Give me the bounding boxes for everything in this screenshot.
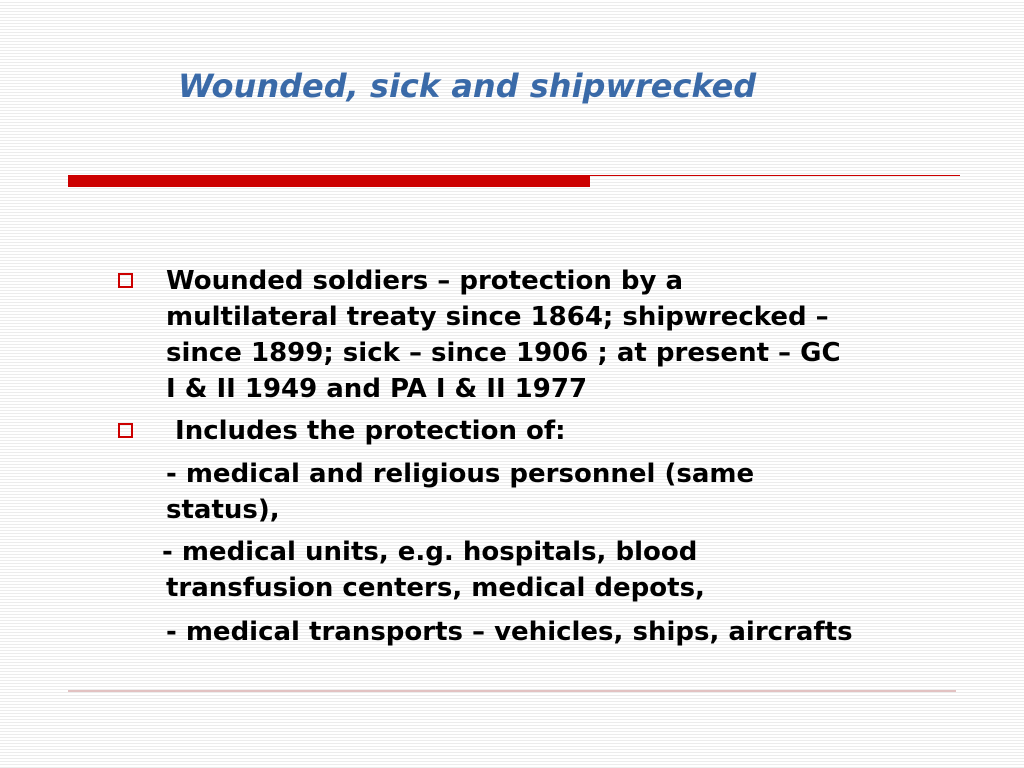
hollow-square-icon — [118, 423, 133, 438]
hollow-square-icon — [118, 273, 133, 288]
footer-divider — [68, 690, 956, 692]
sub-item-line: - medical and religious personnel (same — [166, 459, 755, 489]
sub-item-line: status), — [166, 495, 280, 525]
sub-item-line: - medical units, e.g. hospitals, blood — [162, 537, 698, 567]
bullet-line: multilateral treaty since 1864; shipwrecked – — [166, 302, 829, 332]
bullet-line: I & II 1949 and PA I & II 1977 — [166, 374, 588, 404]
bullet-line: Wounded soldiers – protection by a — [166, 266, 684, 296]
bullet-line: Includes the protection of: — [166, 416, 566, 446]
sub-item-line: transfusion centers, medical depots, — [166, 573, 705, 603]
sub-item-line: - medical transports – vehicles, ships, aircrafts — [166, 617, 853, 647]
slide-title: Wounded, sick and shipwrecked — [178, 67, 757, 105]
bullet-line: since 1899; sick – since 1906 ; at present – GC — [166, 338, 841, 368]
